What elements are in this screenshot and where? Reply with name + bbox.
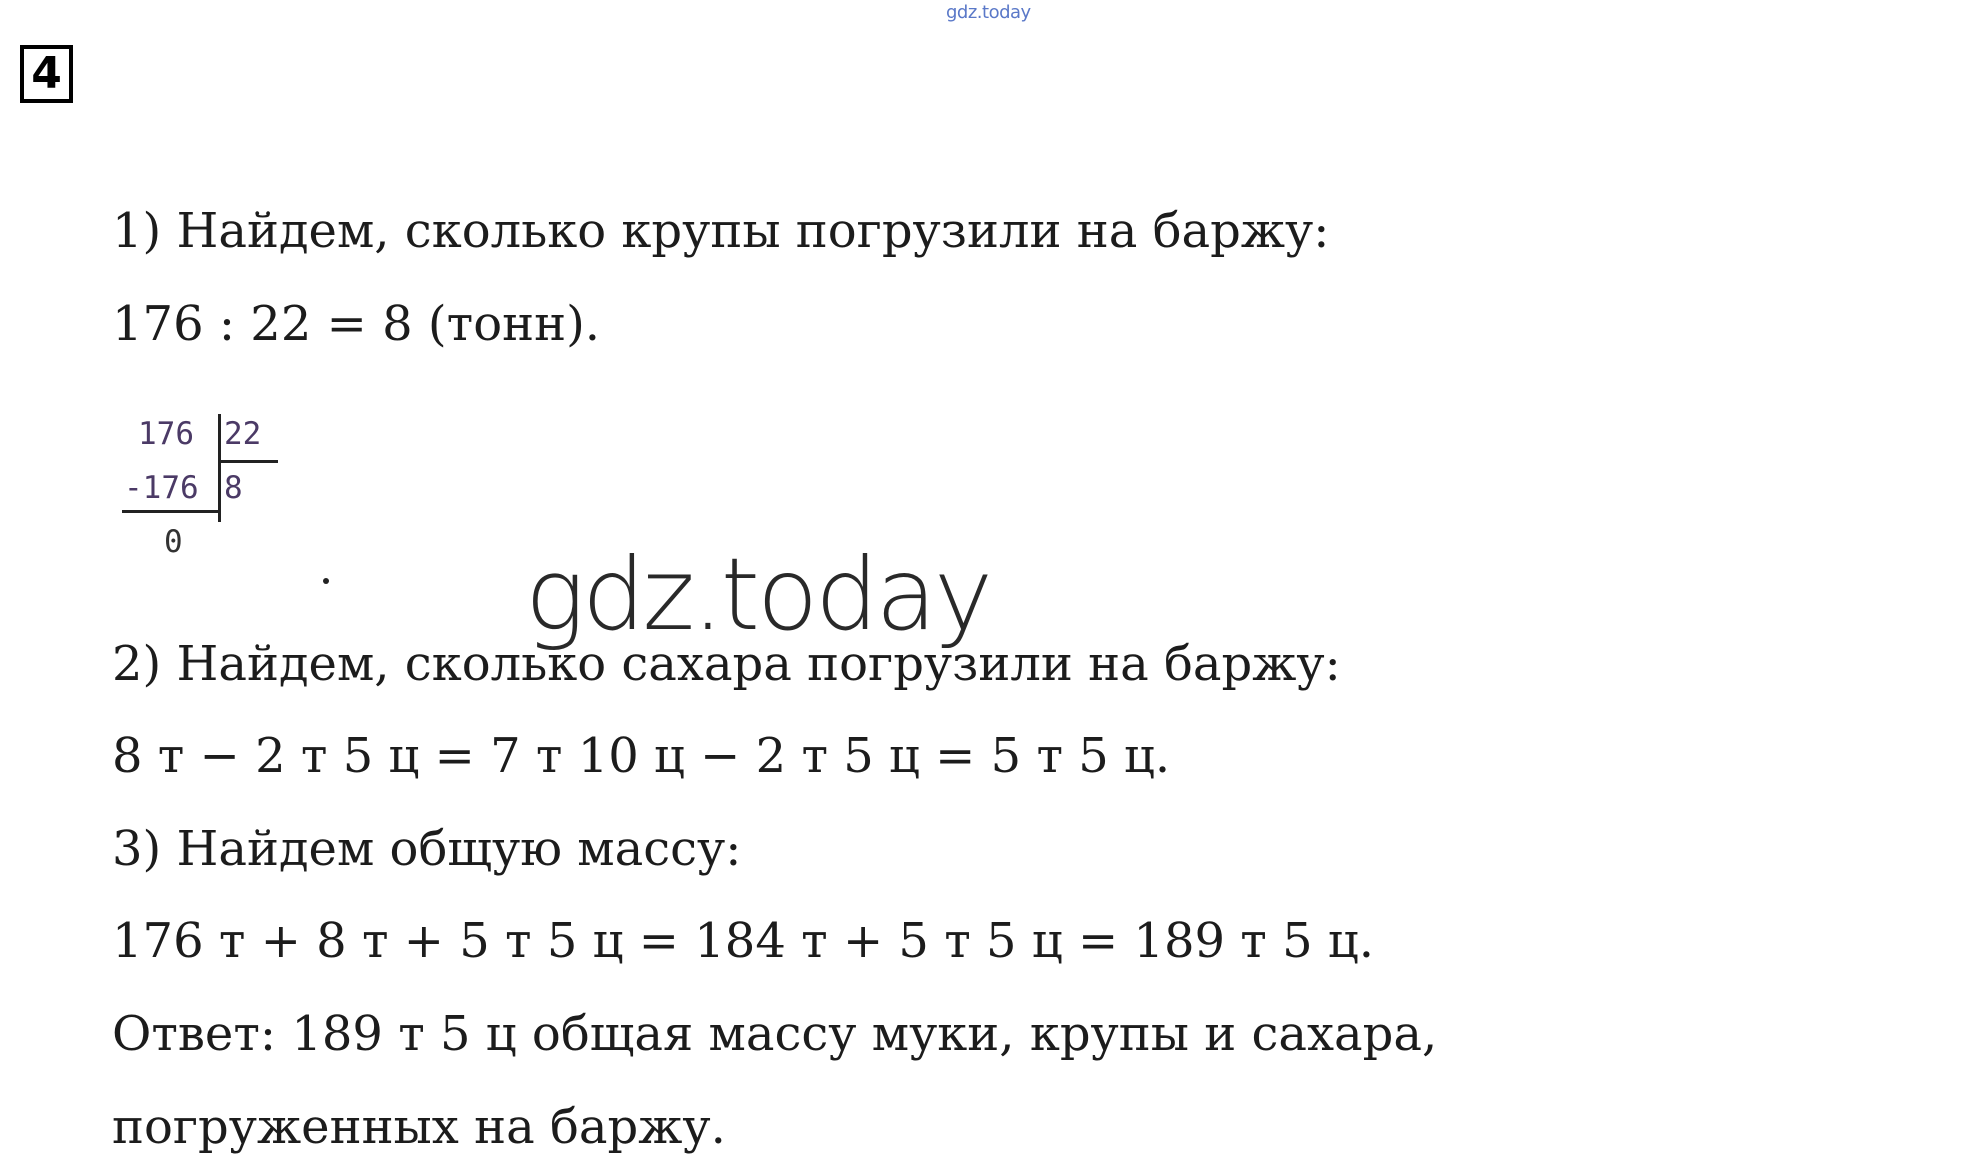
step1-calculation: 176 : 22 = 8 (тонн). (112, 296, 601, 352)
stray-dot (323, 578, 329, 584)
site-mark: gdz.today (946, 2, 1031, 23)
step3-calculation: 176 т + 8 т + 5 т 5 ц = 184 т + 5 т 5 ц = 189 т 5 ц. (112, 913, 1375, 969)
answer-line-1: Ответ: 189 т 5 ц общая массу муки, крупы и сахара, (112, 1006, 1438, 1062)
task-number-badge: 4 (20, 45, 73, 103)
division-vertical-rule (218, 414, 221, 522)
step3-title: 3) Найдем общую массу: (112, 821, 742, 877)
long-division (118, 412, 298, 562)
division-subtrahend: -176 (124, 470, 199, 506)
division-remainder: 0 (164, 524, 183, 560)
division-dividend: 176 (138, 416, 194, 452)
step2-title: 2) Найдем, сколько сахара погрузили на баржу: (112, 636, 1341, 692)
answer-line-2: погруженных на баржу. (112, 1099, 726, 1155)
step2-calculation: 8 т − 2 т 5 ц = 7 т 10 ц − 2 т 5 ц = 5 т 5 ц. (112, 728, 1171, 784)
division-divisor: 22 (224, 416, 262, 452)
step1-title: 1) Найдем, сколько крупы погрузили на баржу: (112, 203, 1330, 259)
center-watermark: gdz.today (525, 536, 991, 653)
division-subtraction-rule (122, 510, 218, 513)
division-quotient: 8 (224, 470, 243, 506)
division-quotient-rule (218, 460, 278, 463)
